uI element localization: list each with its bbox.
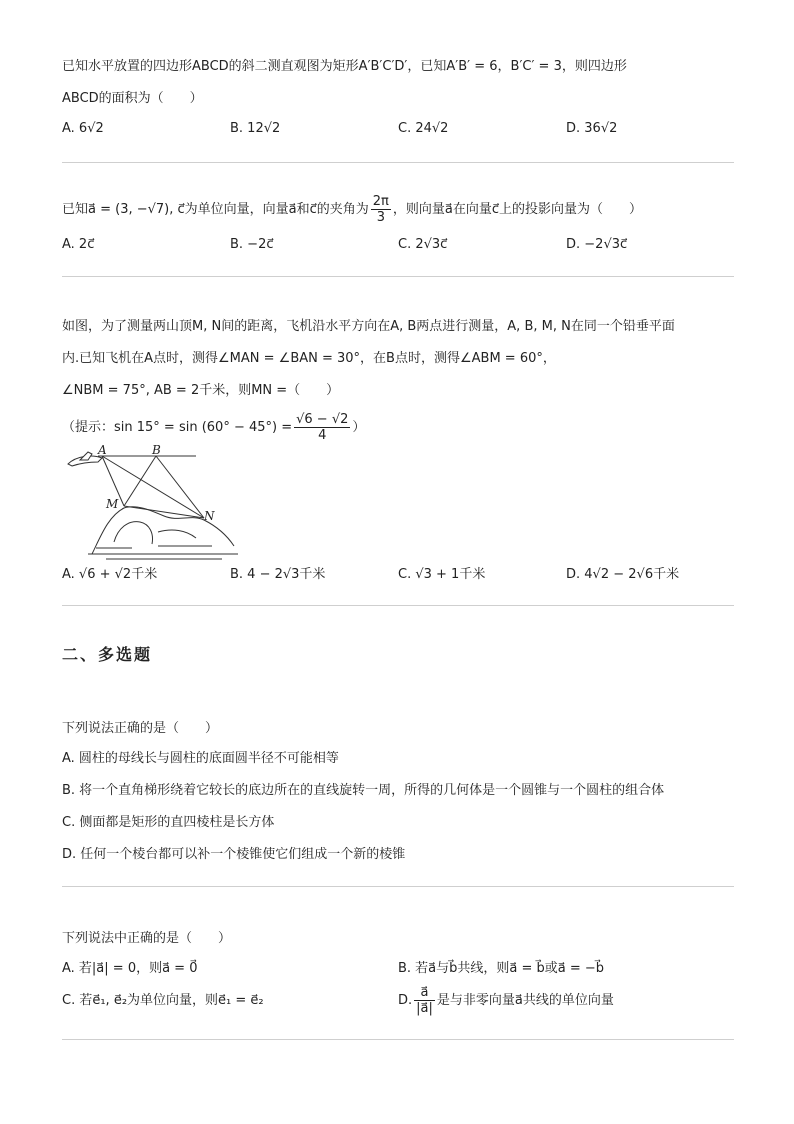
q2-stem-post: ，则向量a⃗在向量c⃗上的投影向量为（ ）	[392, 202, 643, 217]
q5-stem: 下列说法中正确的是（ ）	[62, 931, 232, 946]
q2-stem	[62, 192, 642, 228]
q5-option-a[interactable]: A. 若|a⃗| = 0，则a⃗ = 0⃗	[62, 961, 198, 976]
q3-hint	[62, 410, 365, 446]
point-label-b: B	[152, 443, 161, 457]
q3-hint-num: √6 − √2	[296, 412, 349, 427]
q5-option-d[interactable]	[398, 984, 614, 1018]
q5-optd-den: |a⃗|	[416, 1001, 433, 1016]
point-label-n: N	[204, 509, 215, 523]
q2-option-a[interactable]: A. 2c⃗	[62, 237, 95, 252]
q5-option-d-text: 是与非零向量a⃗共线的单位向量	[436, 993, 614, 1008]
point-label-a: A	[98, 443, 107, 457]
divider-4	[62, 886, 734, 887]
point-label-m: M	[106, 497, 119, 511]
divider-1	[62, 162, 734, 163]
q1-option-d[interactable]: D. 36√2	[566, 121, 618, 136]
q1-stem-line2: ABCD的面积为（ ）	[62, 91, 203, 106]
q2-stem-pre: 已知a⃗ = (3, −√7), c⃗为单位向量，向量a⃗和c⃗的夹角为	[62, 202, 369, 217]
divider-3	[62, 605, 734, 606]
q5-option-d-prefix: D.	[398, 993, 413, 1008]
q3-option-b[interactable]: B. 4 − 2√3千米	[230, 567, 326, 582]
q3-option-d[interactable]: D. 4√2 − 2√6千米	[566, 567, 680, 582]
q3-option-a[interactable]: A. √6 + √2千米	[62, 567, 158, 582]
q3-option-c[interactable]: C. √3 + 1千米	[398, 567, 486, 582]
q5-optd-num: a⃗	[414, 985, 435, 1001]
q3-mountain-figure	[62, 442, 242, 562]
q2-angle-fraction	[371, 194, 391, 225]
q3-stem-line3: ∠NBM = 75°, AB = 2千米，则MN =（ ）	[62, 383, 340, 398]
q1-stem-line1: 已知水平放置的四边形ABCD的斜二测直观图为矩形A′B′C′D′，已知A′B′ = 6，B′C′ = 3，则四边形	[62, 59, 627, 74]
q2-frac-num: 2π	[372, 194, 389, 209]
section-title: 二、多选题	[62, 645, 153, 664]
q3-hint-pre: （提示：sin 15° = sin (60° − 45°) =	[62, 420, 293, 435]
q1-option-c[interactable]: C. 24√2	[398, 121, 449, 136]
q3-hint-den: 4	[318, 428, 327, 443]
q5-option-d-fraction	[414, 985, 435, 1016]
q3-stem-line2: 内.已知飞机在A点时，测得∠MAN = ∠BAN = 30°，在B点时，测得∠ABM = 60°，	[62, 351, 556, 366]
q4-stem: 下列说法正确的是（ ）	[62, 721, 219, 736]
airplane-icon	[68, 452, 102, 466]
q5-option-c[interactable]: C. 若e⃗₁, e⃗₂为单位向量，则e⃗₁ = e⃗₂	[62, 993, 264, 1008]
q2-option-c[interactable]: C. 2√3c⃗	[398, 237, 448, 252]
divider-2	[62, 276, 734, 277]
q4-option-a[interactable]: A. 圆柱的母线长与圆柱的底面圆半径不可能相等	[62, 751, 339, 766]
q1-option-b[interactable]: B. 12√2	[230, 121, 281, 136]
q2-option-d[interactable]: D. −2√3c⃗	[566, 237, 628, 252]
water-lines	[88, 546, 238, 559]
q2-frac-den: 3	[376, 210, 385, 225]
q3-hint-post: ）	[352, 420, 366, 435]
q4-option-b[interactable]: B. 将一个直角梯形绕着它较长的底边所在的直线旋转一周，所得的几何体是一个圆锥与一个圆柱的组合体	[62, 783, 665, 798]
q2-option-b[interactable]: B. −2c⃗	[230, 237, 274, 252]
divider-5	[62, 1039, 734, 1040]
q1-option-a[interactable]: A. 6√2	[62, 121, 104, 136]
q3-stem-line1: 如图，为了测量两山顶M, N间的距离，飞机沿水平方向在A, B两点进行测量，A, B, M, N在同一个铅垂平面	[62, 319, 675, 334]
q4-option-d[interactable]: D. 任何一个棱台都可以补一个棱锥使它们组成一个新的棱锥	[62, 847, 406, 862]
q3-hint-fraction	[294, 412, 350, 443]
q5-option-b[interactable]: B. 若a⃗与b⃗共线，则a⃗ = b⃗或a⃗ = −b⃗	[398, 961, 605, 976]
q4-option-c[interactable]: C. 侧面都是矩形的直四棱柱是长方体	[62, 815, 275, 830]
